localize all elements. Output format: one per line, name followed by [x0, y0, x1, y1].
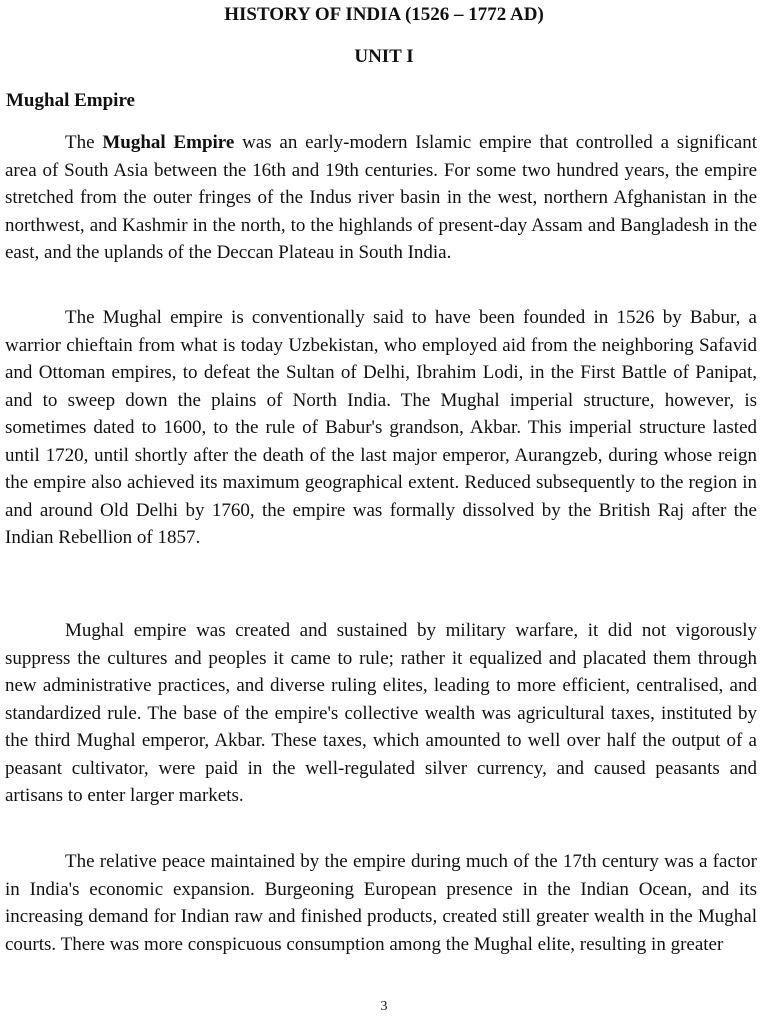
unit-heading: UNIT I	[354, 46, 414, 67]
paragraph-1-lead: The	[65, 132, 103, 153]
paragraph-3: Mughal empire was created and sustained by military warfare, it did not vigorously suppress the cultures and peoples it came to rule; rather it equalized and placated them through new administrative practices, and diverse ruling elites, leading to more efficient, centralised, and standardized rule. The base of the empire's collective wealth was agricultural taxes, instituted by the third Mughal emperor, Akbar. These taxes, which amounted to well over half the output of a peasant cultivator, were paid in the well-regulated silver currency, and caused peasants and artisans to enter larger markets.	[5, 620, 757, 806]
paragraph-1-bold-term: Mughal Empire	[102, 132, 235, 153]
document-title: HISTORY OF INDIA (1526 – 1772 AD)	[224, 4, 544, 25]
paragraph-1	[5, 129, 757, 267]
paragraph-2: The Mughal empire is conventionally said to have been founded in 1526 by Babur, a warrior chieftain from what is today Uzbekistan, who employed aid from the neighboring Safavid and Ottoman empires, to defeat the Sultan of Delhi, Ibrahim Lodi, in the First Battle of Panipat, and to sweep down the plains of North India. The Mughal imperial structure, however, is sometimes dated to 1600, to the rule of Babur's grandson, Akbar. This imperial structure lasted until 1720, until shortly after the death of the last major emperor, Aurangzeb, during whose reign the empire also achieved its maximum geographical extent. Reduced subsequently to the region in and around Old Delhi by 1760, the empire was formally dissolved by the British Raj after the Indian Rebellion of 1857.	[5, 307, 757, 548]
paragraph-4: The relative peace maintained by the empire during much of the 17th century was a factor in India's economic expansion. Burgeoning European presence in the Indian Ocean, and its increasing demand for Indian raw and finished products, created still greater wealth in the Mughal courts. There was more conspicuous consumption among the Mughal elite, resulting in greater	[5, 851, 757, 955]
page-number: 3	[380, 999, 388, 1014]
section-heading: Mughal Empire	[6, 90, 135, 111]
paragraph-1-body: was an early-modern Islamic empire that controlled a significant area of South Asia between the 16th and 19th centuries. For some two hundred years, the empire stretched from the outer fringes of the Indus river basin in the west, northern Afghanistan in the northwest, and Kashmir in the north, to the highlands of present-day Assam and Bangladesh in the east, and the uplands of the Deccan Plateau in South India.	[5, 132, 757, 263]
